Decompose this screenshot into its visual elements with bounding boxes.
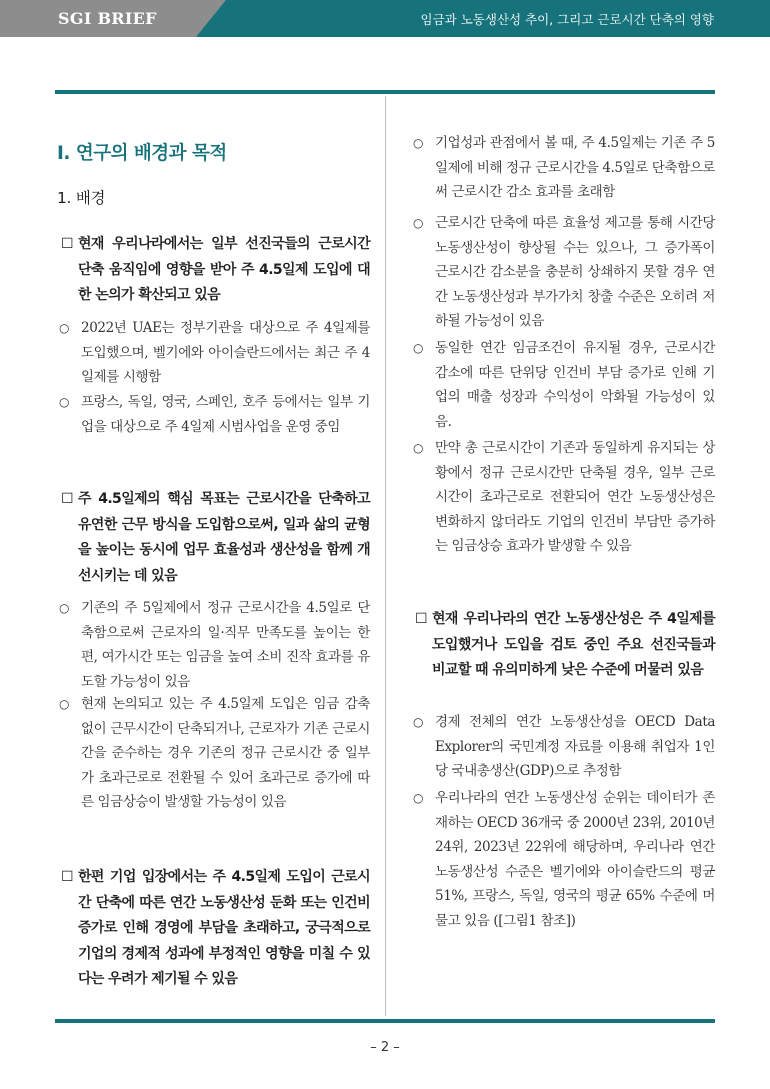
bullet-item [411, 710, 715, 784]
bullet-marker: ○ [413, 136, 424, 150]
bullet-item [411, 211, 715, 334]
bullet-marker: ○ [413, 791, 424, 805]
bullet-marker: ○ [59, 321, 70, 335]
box-text: 현재 우리나라의 연간 노동생산성은 주 4일제를 도입했거나 도입을 검토 중인 주요 선진국들과 비교할 때 유의미하게 낮은 수준에 머물러 있음 [432, 611, 715, 678]
page-header [0, 0, 770, 37]
bullet-marker: ○ [413, 216, 424, 230]
box-marker: ☐ [415, 611, 427, 627]
box-text: 한편 기업 입장에서는 주 4.5일제 도입이 근로시간 단축에 따른 연간 노동생산성 둔화 또는 인건비 증가로 인해 경영에 부담을 초래하고, 궁극적으로 기업의 경제적 성과에 부정적인 영향을 미칠 수 있다는 우려가 제기될 수 있음 [78, 869, 370, 987]
bullet-text: 경제 전체의 연간 노동생산성을 OECD Data Explorer의 국민계정 자료를 이용해 취업자 1인당 국내총생산(GDP)으로 추정함 [435, 714, 715, 779]
box-item [57, 232, 370, 309]
brand-wedge [196, 0, 226, 37]
bullet-marker: ○ [59, 395, 70, 409]
bullet-item [411, 436, 715, 559]
top-rule [55, 90, 715, 94]
bullet-text: 동일한 연간 임금조건이 유지될 경우, 근로시간 감소에 따른 단위당 인건비 부담 증가로 인해 기업의 매출 성장과 수익성이 악화될 가능성이 있음. [435, 340, 715, 430]
brand-name: SGI BRIEF [58, 9, 157, 28]
bullet-text: 기업성과 관점에서 볼 때, 주 4.5일제는 기존 주 5일제에 비해 정규 근로시간을 4.5일로 단축함으로써 근로시간 감소 효과를 초래함 [435, 135, 715, 200]
box-marker: ☐ [61, 869, 73, 885]
bullet-marker: ○ [59, 601, 70, 615]
bullet-text: 기존의 주 5일제에서 정규 근로시간을 4.5일로 단축함으로써 근로자의 일·직무 만족도를 높이는 한편, 여가시간 또는 임금을 높여 소비 진작 효과를 유도할 가능성이 있음 [81, 600, 370, 690]
box-text: 주 4.5일제의 핵심 목표는 근로시간을 단축하고 유연한 근무 방식을 도입함으로써, 일과 삶의 균형을 높이는 동시에 업무 효율성과 생산성을 함께 개선시키는 데 있음 [78, 491, 370, 584]
bullet-marker: ○ [59, 697, 70, 711]
box-marker: ☐ [61, 491, 73, 507]
bottom-rule [55, 1019, 715, 1023]
box-text: 현재 우리나라에서는 일부 선진국들의 근로시간 단축 움직임에 영향을 받아 주 4.5일제 도입에 대한 논의가 확산되고 있음 [78, 236, 370, 303]
bullet-text: 우리나라의 연간 노동생산성 순위는 데이터가 존재하는 OECD 36개국 중 2000년 23위, 2010년 24위, 2023년 22위에 해당하며, 우리나라 연간 노동생산성 수준은 벨기에와 아이슬란드의 평균 51%, 프랑스, 독일, 영국의 평균 65% 수준에 머물고 있음 ([그림1 참조]) [435, 790, 715, 929]
bullet-item [411, 786, 715, 933]
bullet-item [57, 390, 370, 439]
header-title: 임금과 노동생산성 추이, 그리고 근로시간 단축의 영향 [420, 12, 714, 27]
section-title: I. 연구의 배경과 목적 [57, 143, 227, 164]
box-item [57, 865, 370, 993]
bullet-text: 근로시간 단축에 따른 효율성 제고를 통해 시간당 노동생산성이 향상될 수는 있으나, 그 증가폭이 근로시간 감소분을 충분히 상쇄하지 못할 경우 연간 노동생산성과 부가가치 창출 수준은 오히려 저하될 가능성이 있음 [435, 215, 715, 329]
bullet-item [57, 692, 370, 815]
bullet-text: 프랑스, 독일, 영국, 스페인, 호주 등에서는 일부 기업을 대상으로 주 4일제 시범사업을 운영 중임 [81, 394, 370, 435]
bullet-item [57, 316, 370, 390]
bullet-item [411, 131, 715, 205]
box-marker: ☐ [61, 236, 73, 252]
bullet-marker: ○ [413, 715, 424, 729]
page-number: – 2 – [370, 1040, 400, 1055]
bullet-item [411, 336, 715, 434]
bullet-item [57, 596, 370, 694]
bullet-text: 현재 논의되고 있는 주 4.5일제 도입은 임금 감축 없이 근무시간이 단축되거나, 근로자가 기존 근로시간을 준수하는 경우 기존의 정규 근로시간 중 일부가 초과근로로 전환될 수 있어 초과근로 증가에 따른 임금상승이 발생할 가능성이 있음 [81, 696, 370, 810]
bullet-marker: ○ [413, 341, 424, 355]
column-divider [385, 96, 386, 1016]
bullet-text: 만약 총 근로시간이 기존과 동일하게 유지되는 상황에서 정규 근로시간만 단축될 경우, 일부 근로시간이 초과근로로 전환되어 연간 노동생산성은 변화하지 않더라도 기업의 인건비 부담만 증가하는 임금상승 효과가 발생할 수 있음 [435, 440, 715, 554]
bullet-marker: ○ [413, 441, 424, 455]
bullet-text: 2022년 UAE는 정부기관을 대상으로 주 4일제를 도입했으며, 벨기에와 아이슬란드에서는 최근 주 4일제를 시행함 [81, 320, 370, 385]
subsection-title: 1. 배경 [57, 189, 106, 207]
box-item [57, 487, 370, 589]
box-item [411, 607, 715, 684]
